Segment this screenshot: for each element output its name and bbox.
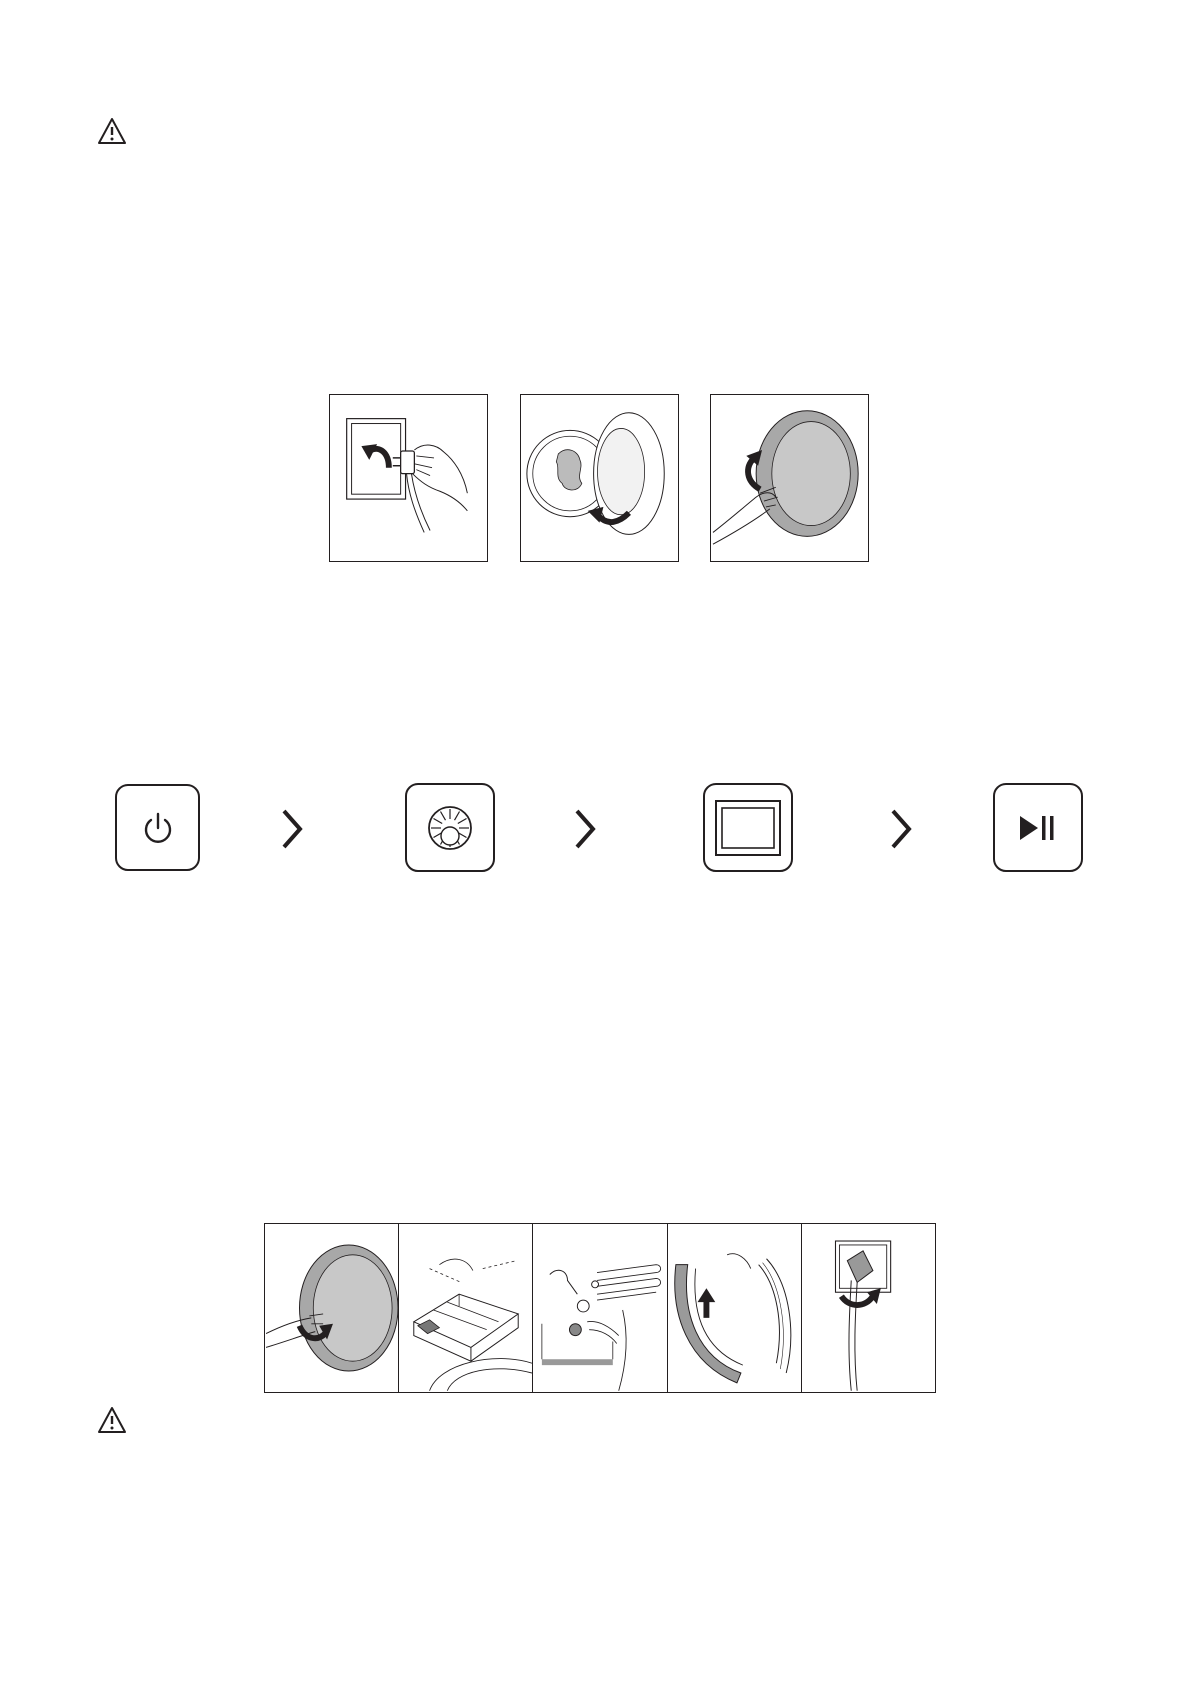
drain-filter-icon	[534, 1225, 666, 1391]
detergent-drawer-icon	[400, 1225, 532, 1391]
plug-into-socket-illustration	[329, 394, 488, 562]
power-icon	[138, 808, 178, 848]
open-door-illustration	[265, 1224, 399, 1392]
chevron-right-icon	[573, 808, 597, 850]
chevron-right-icon	[889, 808, 913, 850]
unplug-socket-icon	[802, 1225, 934, 1391]
open-door-load-laundry-icon	[521, 395, 677, 560]
program-dial-icon	[426, 804, 474, 852]
door-gasket-icon	[668, 1225, 800, 1391]
open-door-icon	[266, 1225, 398, 1391]
chevron-right-icon	[280, 808, 304, 850]
plug-into-socket-icon	[330, 395, 486, 560]
detergent-drawer-illustration	[399, 1224, 533, 1392]
drain-filter-illustration	[533, 1224, 667, 1392]
power-button-graphic	[115, 784, 200, 871]
start-pause-icon	[1018, 813, 1058, 843]
display-button-graphic	[703, 783, 793, 872]
warning-triangle-icon	[97, 117, 127, 145]
door-gasket-illustration	[668, 1224, 802, 1392]
after-use-illustration-strip	[264, 1223, 936, 1393]
warning-triangle-icon	[97, 1406, 127, 1434]
open-door-load-laundry-illustration	[520, 394, 679, 562]
close-door-icon	[711, 395, 867, 560]
start-pause-button-graphic	[993, 783, 1083, 872]
program-dial-button-graphic	[405, 783, 495, 872]
unplug-socket-illustration	[802, 1224, 935, 1392]
close-door-illustration	[710, 394, 869, 562]
display-icon	[714, 799, 782, 857]
